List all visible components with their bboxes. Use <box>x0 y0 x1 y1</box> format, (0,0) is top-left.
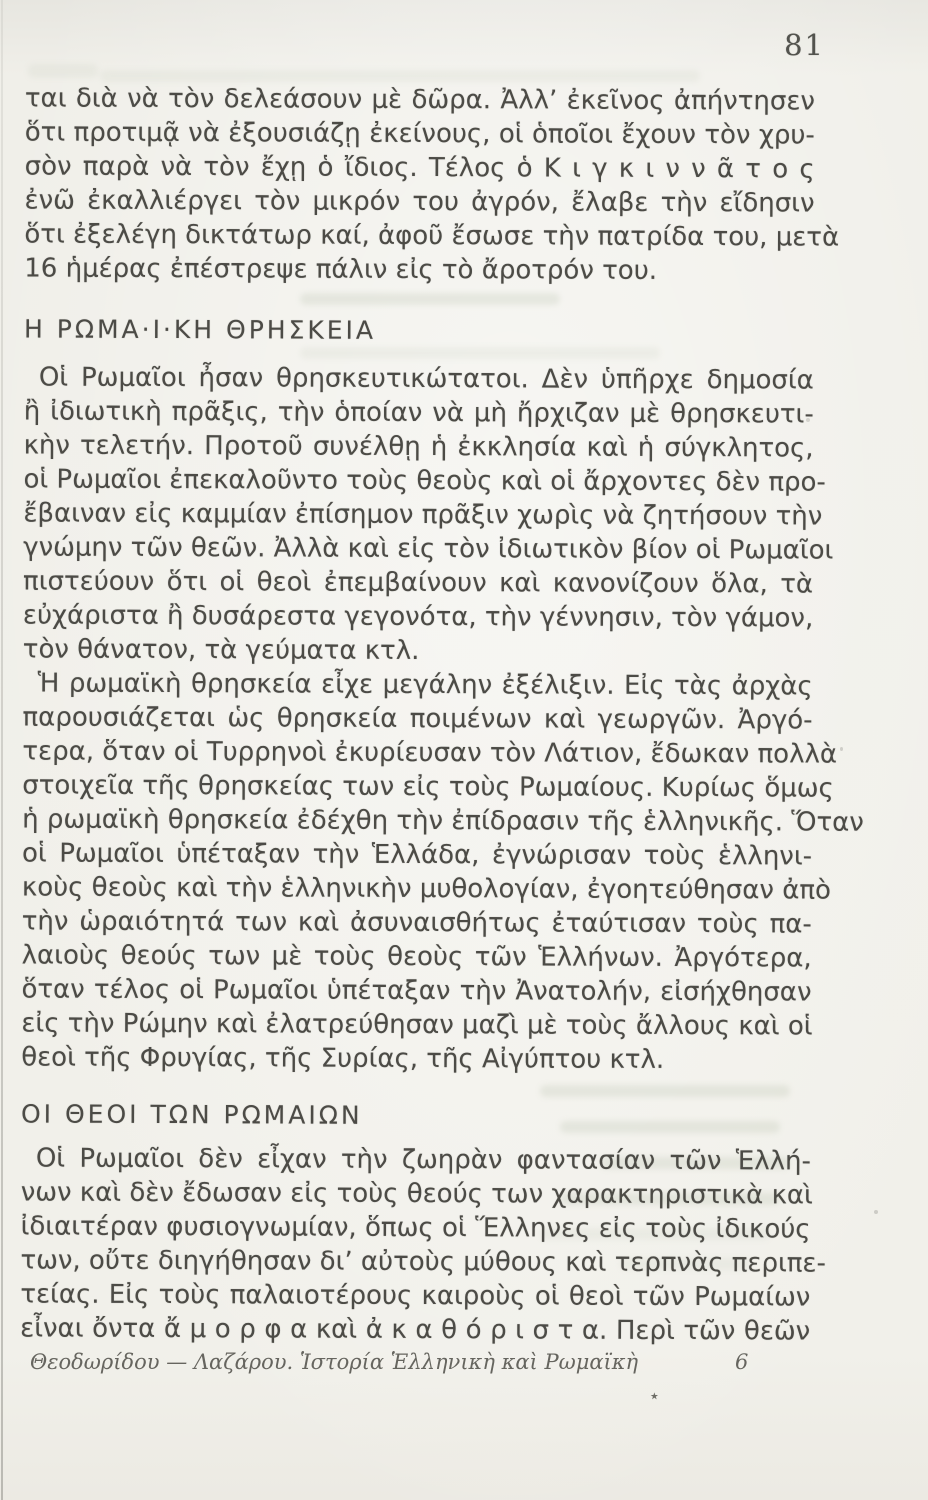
text-line: τερα, ὅταν οἱ Τυρρηνοὶ ἐκυρίευσαν τὸν Λάτιον, ἔδωκαν πολλὰ <box>22 736 838 770</box>
text-line: νων καὶ δὲν ἔδωσαν εἰς τοὺς θεούς των χαρακτηριστικὰ καὶ <box>20 1177 813 1211</box>
scan-speck <box>874 1210 878 1214</box>
scan-edge-artifact <box>1 0 3 1500</box>
paragraph-roman-religion-1 <box>22 360 834 669</box>
text-line: ἐνῶ ἐκαλλιέργει τὸν μικρόν του ἀγρόν, ἔλαβε τὴν εἴδησιν <box>24 185 815 219</box>
text-line: ἡ ρωμαϊκὴ θρησκεία ἐδέχθη τὴν ἐπίδρασιν τῆς ἑλληνικῆς. Ὅταν <box>22 804 864 838</box>
footer-signature-number: 6 <box>735 1350 749 1374</box>
paragraph-gods-of-the-romans <box>20 1141 826 1348</box>
text-line: κοὺς θεοὺς καὶ τὴν ἑλληνικὴν μυθολογίαν, ἐγοητεύθησαν ἀπὸ <box>21 872 832 906</box>
text-line: εἶναι ὄντα ἄ μ ο ρ φ α καὶ ἀ κ α θ ό ρ ι σ τ α. Περὶ τῶν θεῶν <box>20 1313 811 1347</box>
text-line: εἰς τὴν Ρώμην καὶ ἐλατρεύθησαν μαζὶ μὲ τοὺς ἄλλους καὶ οἱ <box>21 1008 813 1042</box>
bleed-through-artifact <box>100 70 700 82</box>
text-line: τὸν θάνατον, τὰ γεύματα κτλ. <box>22 634 420 667</box>
text-line: Ἡ ρωμαϊκὴ θρησκεία εἶχε μεγάλην ἐξέλιξιν. Εἰς τὰς ἀρχὰς <box>37 668 813 702</box>
text-column <box>20 81 864 1348</box>
text-line: παρουσιάζεται ὡς θρησκεία ποιμένων καὶ γεωργῶν. Ἀργό- <box>22 702 813 736</box>
text-line: σὸν παρὰ νὰ τὸν ἔχῃ ὁ ἴδιος. Τέλος ὁ Κ ι γ κ ι ν ν ᾶ τ ο ς <box>24 151 815 185</box>
text-line: εὐχάριστα ἢ δυσάρεστα γεγονότα, τὴν γέννησιν, τὸν γάμον, <box>22 600 814 634</box>
footnote-mark: ٭ <box>650 1386 659 1405</box>
text-line: λαιοὺς θεούς των μὲ τοὺς θεοὺς τῶν Ἑλλήνων. Ἀργότερα, <box>21 940 812 974</box>
text-line: των, οὔτε διηγήθησαν δι’ αὐτοὺς μύθους καὶ τερπνὰς περιπε- <box>20 1245 826 1279</box>
text-line: κὴν τελετήν. Προτοῦ συνέλθῃ ἡ ἐκκλησία καὶ ἡ σύγκλητος, <box>23 430 814 464</box>
heading-gods-of-the-romans: ΟΙ ΘΕΟΙ ΤΩΝ ΡΩΜΑΙΩΝ <box>20 1099 363 1130</box>
text-line: ὅτι προτιμᾷ νὰ ἐξουσιάζῃ ἐκείνους, οἱ ὁποῖοι ἔχουν τὸν χρυ- <box>24 117 815 151</box>
text-line: ὅταν τέλος οἱ Ρωμαῖοι ὑπέταξαν τὴν Ἀνατολήν, εἰσήχθησαν <box>21 974 812 1008</box>
scan-speck <box>840 747 843 751</box>
text-line: 16 ἡμέρας ἐπέστρεψε πάλιν εἰς τὸ ἄροτρόν του. <box>24 253 658 286</box>
text-line: πιστεύουν ὅτι οἱ θεοὶ ἐπεμβαίνουν καὶ κανονίζουν ὅλα, τὰ <box>23 566 814 600</box>
text-line: οἱ Ρωμαῖοι ὑπέταξαν τὴν Ἑλλάδα, ἐγνώρισαν τοὺς ἑλληνι- <box>21 838 813 872</box>
paragraph-roman-religion-2 <box>21 666 864 1077</box>
text-line: ται διὰ νὰ τὸν δελεάσουν μὲ δῶρα. Ἀλλ’ ἐκεῖνος ἀπήντησεν <box>24 83 815 117</box>
text-line: ἢ ἰδιωτικὴ πρᾶξις, τὴν ὁποίαν νὰ μὴ ἤρχιζαν μὲ θρησκευτι- <box>23 396 814 430</box>
text-line: Οἱ Ρωμαῖοι ἦσαν θρησκευτικώτατοι. Δὲν ὑπῆρχε δημοσία <box>38 362 814 396</box>
text-line: γνώμην τῶν θεῶν. Ἀλλὰ καὶ εἰς τὸν ἰδιωτικὸν βίον οἱ Ρωμαῖοι <box>23 532 834 566</box>
bleed-through-artifact <box>28 64 98 78</box>
text-line: οἱ Ρωμαῖοι ἐπεκαλοῦντο τοὺς θεοὺς καὶ οἱ ἄρχοντες δὲν προ- <box>23 464 826 498</box>
heading-roman-religion: Η ΡΩΜΑ·Ι·ΚΗ ΘΡΗΣΚΕΙΑ <box>23 314 377 345</box>
text-line: θεοὶ τῆς Φρυγίας, τῆς Συρίας, τῆς Αἰγύπτου κτλ. <box>21 1042 665 1075</box>
text-line: ἔβαιναν εἰς καμμίαν ἐπίσημον πρᾶξιν χωρὶς νὰ ζητήσουν τὴν <box>23 498 823 532</box>
text-line: τείας. Εἰς τοὺς παλαιοτέρους καιροὺς οἱ θεοὶ τῶν Ρωμαίων <box>20 1279 811 1313</box>
text-line: στοιχεῖα τῆς θρησκείας των εἰς τοὺς Ρωμαίους. Κυρίως ὅμως <box>22 770 834 804</box>
text-line: τὴν ὡραιότητά των καὶ ἀσυναισθήτως ἐταύτισαν τοὺς πα- <box>21 906 812 940</box>
text-line: ὅτι ἐξελέγη δικτάτωρ καί, ἀφοῦ ἔσωσε τὴν πατρίδα του, μετὰ <box>24 219 840 253</box>
paragraph-cincinnatus <box>24 81 840 288</box>
footer-citation: Θεοδωρίδου — Λαζάρου. Ἱστορία Ἑλληνικὴ καὶ Ρωμαϊκὴ <box>30 1350 639 1374</box>
text-line: Οἱ Ρωμαῖοι δὲν εἶχαν τὴν ζωηρὰν φαντασίαν τῶν Ἑλλή- <box>35 1143 811 1177</box>
text-line: ἰδιαιτέραν φυσιογνωμίαν, ὅπως οἱ Ἕλληνες εἰς τοὺς ἰδικούς <box>20 1211 811 1245</box>
page-number: 81 <box>784 28 825 62</box>
